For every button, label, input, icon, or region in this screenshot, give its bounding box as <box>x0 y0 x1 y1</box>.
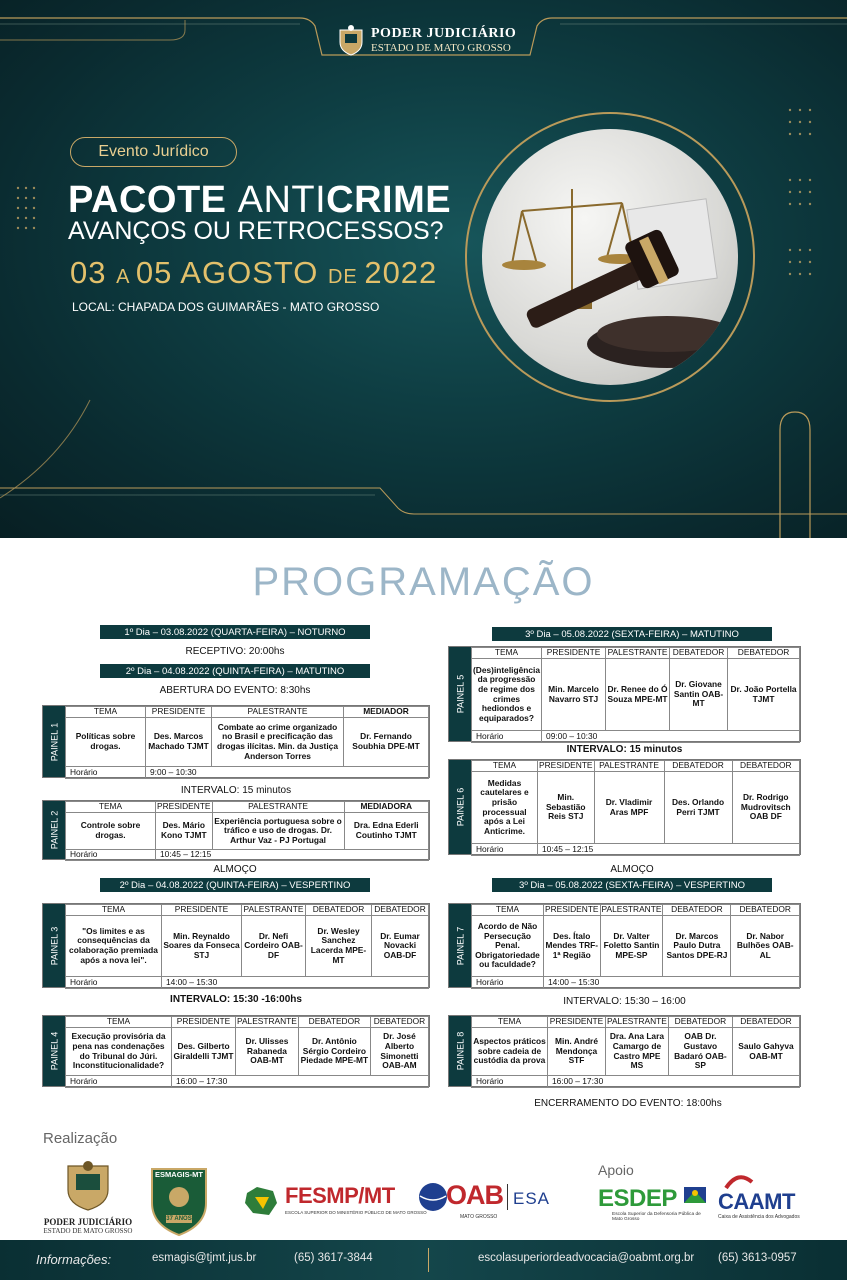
esmagis-logo[interactable] <box>146 1163 212 1237</box>
oab-text: OAB <box>446 1180 503 1210</box>
intervalo-2-text: INTERVALO: 15:30 -16:00hs <box>170 994 302 1005</box>
th-tema: TEMA <box>472 648 542 659</box>
cell-presidente: Min. Sebastião Reis STJ <box>538 772 595 844</box>
coat-of-arms-icon <box>336 24 366 56</box>
th-presidente: PRESIDENTE <box>157 801 211 812</box>
th-presidente: PRESIDENTE <box>146 707 212 718</box>
receptivo-text: RECEPTIVO: 20:00hs <box>185 646 285 657</box>
almoco-right: ALMOÇO <box>610 864 654 875</box>
cell-tema: Execução provisória da pena nas condenações do Tribunal do Júri. Inconstitucionalidade? <box>66 1028 172 1076</box>
cell-palestrante: Dr. Nefi Cordeiro OAB-DF <box>242 916 306 977</box>
cell-presidente: Min. André Mendonça STF <box>548 1028 606 1076</box>
fesmp-subtitle: ESCOLA SUPERIOR DO MINISTÉRIO PÚBLICO DE MATO GROSSO <box>285 1210 427 1215</box>
esmagis-years: 37 ANOS <box>166 1216 192 1222</box>
cell-debatedor: Dr. Nabor Bulhões OAB-AL <box>731 916 800 977</box>
th-tema: TEMA <box>472 1017 548 1028</box>
th-presidente: PRESIDENTE <box>172 1017 236 1028</box>
event-dates <box>70 255 437 291</box>
panel-8-table <box>471 1016 800 1088</box>
day2v-bar: 2º Dia – 04.08.2022 (QUINTA-FEIRA) – VESPERTINO <box>100 878 370 892</box>
panel-3-label: PAINEL 3 <box>43 904 65 987</box>
esdep-text: ESDEP <box>598 1185 677 1212</box>
realizacao-label: Realização <box>43 1130 118 1147</box>
horario-label: Horário <box>472 844 538 856</box>
panel-5-label: PAINEL 5 <box>449 647 471 741</box>
horario-label: Horário <box>66 767 146 779</box>
oab-esa-divider <box>507 1184 508 1210</box>
gavel-scales-photo <box>482 129 738 385</box>
fesmp-logo[interactable] <box>243 1183 427 1223</box>
footer-label: Informações: <box>36 1252 112 1267</box>
title-part-2: ANTI <box>237 179 327 221</box>
date-start: 03 <box>70 255 117 290</box>
cell-palestrante: Dr. Vladimir Aras MPF <box>594 772 664 844</box>
th-palestrante: PALESTRANTE <box>594 761 664 772</box>
cell-debatedor: Des. Orlando Perri TJMT <box>664 772 732 844</box>
coat-of-arms-icon <box>42 1160 134 1212</box>
th-presidente: PRESIDENTE <box>542 648 606 659</box>
cell-mediadora: Dra. Edna Ederli Coutinho TJMT <box>344 813 428 850</box>
date-year: 2022 <box>364 255 438 290</box>
th-debatedor: DEBATEDOR <box>370 1017 428 1028</box>
panel-4-table <box>65 1016 429 1088</box>
mt-map-icon <box>243 1185 279 1217</box>
brand-title: PODER JUDICIÁRIO <box>371 26 517 41</box>
intervalo-1-text: INTERVALO: 15 minutos <box>180 785 292 796</box>
th-palestrante: PALESTRANTE <box>242 905 306 916</box>
apoio-label: Apoio <box>598 1162 634 1178</box>
event-subtitle: AVANÇOS OU RETROCESSOS? <box>68 217 444 245</box>
caamt-subtitle: Caixa de Assistência dos Advogados <box>718 1214 800 1220</box>
horario-label: Horário <box>66 977 162 989</box>
cell-palestrante: Dr. Renee do Ó Souza MPE-MT <box>606 659 670 731</box>
cell-palestrante: Dr. Valter Foletto Santin MPE-SP <box>600 916 663 977</box>
th-palestrante: PALESTRANTE <box>212 707 344 718</box>
panel-6 <box>448 759 801 855</box>
brand-subtitle: ESTADO DE MATO GROSSO <box>371 42 511 54</box>
cell-palestrante: Combate ao crime organizado no Brasil e precificação das drogas ilícitas. Min. da Justiça Anderson Torres <box>212 718 344 767</box>
th-palestrante: PALESTRANTE <box>212 802 344 813</box>
cell-presidente: Min. Reynaldo Soares da Fonseca STJ <box>162 916 242 977</box>
cell-presidente: Des. Marcos Machado TJMT <box>146 718 212 767</box>
th-tema: TEMA <box>66 905 162 916</box>
esmagis-text: ESMAGIS-MT <box>155 1170 203 1179</box>
cell-presidente: Des. Ítalo Mendes TRF-1ª Região <box>544 916 601 977</box>
poder-judiciario-logo[interactable] <box>42 1160 134 1238</box>
cell-debatedor: Dr. Wesley Sanchez Lacerda MPE-MT <box>306 916 372 977</box>
th-debatedor: DEBATEDOR <box>732 1017 799 1028</box>
panel-2 <box>42 800 430 860</box>
panel-6-label: PAINEL 6 <box>449 760 471 854</box>
th-debatedor: DEBATEDOR <box>732 761 799 772</box>
panel-1-label: PAINEL 1 <box>43 706 65 777</box>
panel-1-table <box>65 706 429 779</box>
th-palestrante: PALESTRANTE <box>601 904 662 915</box>
swoosh-icon <box>724 1172 754 1190</box>
esa-text: ESA <box>513 1189 551 1208</box>
flag-icon <box>684 1187 706 1205</box>
horario-value: 16:00 – 17:30 <box>172 1076 429 1088</box>
horario-value: 09:00 – 10:30 <box>542 731 800 743</box>
intervalo-3-text: INTERVALO: 15 minutos <box>566 744 683 755</box>
hero-banner <box>0 0 847 538</box>
th-mediadora: MEDIADORA <box>344 802 428 813</box>
oab-esa-logo[interactable] <box>418 1180 551 1224</box>
title-part-3: CRIME <box>326 179 452 221</box>
intervalo-1 <box>42 785 430 796</box>
th-mediador: MEDIADOR <box>344 707 429 718</box>
panel-5-table <box>471 647 800 743</box>
cell-debatedor: Dr. Antônio Sérgio Cordeiro Piedade MPE-MT <box>298 1028 370 1076</box>
cell-debatedor: Dr. Marcos Paulo Dutra Santos DPE-RJ <box>663 916 731 977</box>
pj-logo-line2: ESTADO DE MATO GROSSO <box>43 1227 133 1235</box>
horario-label: Horário <box>66 1076 172 1088</box>
day1-bar: 1º Dia – 03.08.2022 (QUARTA-FEIRA) – NOTURNO <box>100 625 370 639</box>
cell-presidente: Des. Gilberto Giraldelli TJMT <box>172 1028 236 1076</box>
cell-tema: Controle sobre drogas. <box>66 813 156 850</box>
th-palestrante: PALESTRANTE <box>237 1016 297 1027</box>
intervalo-2 <box>42 994 430 1005</box>
cell-tema: Medidas cautelares e prisão processual após a Lei Anticrime. <box>472 772 538 844</box>
encerramento-text: ENCERRAMENTO DO EVENTO: 18:00hs <box>534 1098 722 1109</box>
th-tema: TEMA <box>66 1017 172 1028</box>
horario-label: Horário <box>472 977 544 989</box>
horario-label: Horário <box>472 1076 548 1088</box>
cell-debatedor: OAB Dr. Gustavo Badaró OAB-SP <box>668 1028 732 1076</box>
footer-phone-1[interactable]: (65) 3617-3844 <box>294 1252 373 1264</box>
cell-tema: "Os limites e as consequências da colaboração premiada após a nova lei". <box>66 916 162 977</box>
day2-bar: 2º Dia – 04.08.2022 (QUINTA-FEIRA) – MATUTINO <box>100 664 370 678</box>
th-presidente: PRESIDENTE <box>162 905 242 916</box>
th-presidente: PRESIDENTE <box>545 904 599 915</box>
th-debatedor: DEBATEDOR <box>663 905 731 916</box>
event-title <box>68 179 451 222</box>
cell-debatedor: Saulo Gahyva OAB-MT <box>732 1028 799 1076</box>
horario-value: 14:00 – 15:30 <box>544 977 800 989</box>
footer-divider <box>428 1248 429 1272</box>
cell-debatedor: Dr. José Alberto Simonetti OAB-AM <box>370 1028 428 1076</box>
panel-5 <box>448 646 801 742</box>
th-presidente: PRESIDENTE <box>539 760 593 771</box>
cell-tema: (Des)inteligência da progressão de regime dos crimes hediondos e equiparados? <box>472 659 542 731</box>
abertura-text: ABERTURA DO EVENTO: 8:30hs <box>159 685 311 696</box>
th-presidente: PRESIDENTE <box>548 1017 606 1028</box>
date-end: 05 AGOSTO <box>135 255 328 290</box>
horario-value: 16:00 – 17:30 <box>548 1076 800 1088</box>
th-tema: TEMA <box>66 802 156 813</box>
panel-3 <box>42 903 430 988</box>
cell-debatedor: Dr. Giovane Santin OAB-MT <box>670 659 728 731</box>
fesmp-text: FESMP/MT <box>285 1183 395 1208</box>
th-tema: TEMA <box>472 761 538 772</box>
horario-label: Horário <box>472 731 542 743</box>
cell-debatedor: Dr. João Portella TJMT <box>728 659 800 731</box>
horario-value: 10:45 – 12:15 <box>538 844 800 856</box>
th-tema: TEMA <box>472 905 544 916</box>
th-palestrante: PALESTRANTE <box>607 1016 667 1027</box>
th-palestrante: PALESTRANTE <box>606 648 670 659</box>
footer-email-2[interactable]: escolasuperiordeadvocacia@oabmt.org.br <box>478 1252 695 1264</box>
date-connector: A <box>116 266 136 288</box>
th-debatedor: DEBATEDOR <box>298 1017 370 1028</box>
esdep-logo[interactable] <box>598 1185 710 1225</box>
day3v-bar: 3º Dia – 05.08.2022 (SEXTA-FEIRA) – VESPERTINO <box>492 878 772 892</box>
cell-presidente: Des. Mário Kono TJMT <box>156 813 213 850</box>
intervalo-3 <box>448 744 801 755</box>
th-debatedor: DEBATEDOR <box>306 905 372 916</box>
cell-debatedor: Dr. Eumar Novacki OAB-DF <box>372 916 429 977</box>
caamt-logo[interactable] <box>718 1172 810 1224</box>
cell-tema: Políticas sobre drogas. <box>66 718 146 767</box>
intervalo-4: INTERVALO: 15:30 – 16:00 <box>563 996 686 1007</box>
caamt-text: CAAMT <box>718 1189 795 1214</box>
footer-bar <box>0 1240 847 1280</box>
panel-2-label: PAINEL 2 <box>43 801 65 859</box>
th-debatedor: DEBATEDOR <box>372 905 429 916</box>
panel-4-label: PAINEL 4 <box>43 1016 65 1086</box>
globe-icon <box>418 1182 448 1212</box>
cell-palestrante: Dra. Ana Lara Camargo de Castro MPE MS <box>606 1028 669 1076</box>
th-debatedor: DEBATEDOR <box>670 648 728 659</box>
esdep-subtitle: Escola Superior da Defensoria Pública de Mato Grosso <box>612 1212 701 1223</box>
th-debatedor: DEBATEDOR <box>728 648 800 659</box>
panel-7-table <box>471 904 800 989</box>
horario-value: 14:00 – 15:30 <box>162 977 429 989</box>
footer-email-1[interactable]: esmagis@tjmt.jus.br <box>152 1252 257 1264</box>
panel-8-label: PAINEL 8 <box>449 1016 471 1086</box>
panel-8 <box>448 1015 801 1087</box>
th-tema: TEMA <box>66 707 146 718</box>
horario-label: Horário <box>66 850 156 861</box>
horario-value: 10:45 – 12:15 <box>156 850 429 861</box>
cell-tema: Acordo de Não Persecução Penal. Obrigatoriedade ou faculdade? <box>472 916 544 977</box>
cell-debatedor: Dr. Rodrigo Mudrovitsch OAB DF <box>732 772 799 844</box>
th-debatedor: DEBATEDOR <box>664 761 732 772</box>
event-location: LOCAL: CHAPADA DOS GUIMARÃES - MATO GROSSO <box>72 300 380 314</box>
section-title: PROGRAMAÇÃO <box>252 560 595 604</box>
date-connector-de: DE <box>327 266 365 288</box>
horario-value: 9:00 – 10:30 <box>146 767 429 779</box>
event-badge: Evento Jurídico <box>70 137 237 167</box>
title-part-1: PACOTE <box>68 179 238 221</box>
day3-bar: 3º Dia – 05.08.2022 (SEXTA-FEIRA) – MATUTINO <box>492 627 772 641</box>
th-debatedor: DEBATEDOR <box>668 1017 732 1028</box>
cell-palestrante: Dr. Ulisses Rabaneda OAB-MT <box>236 1028 299 1076</box>
oab-subtitle: MATO GROSSO <box>460 1214 498 1220</box>
panel-2-table <box>65 801 429 861</box>
cell-mediador: Dr. Fernando Soubhia DPE-MT <box>344 718 429 767</box>
panel-6-table <box>471 760 800 856</box>
th-debatedor: DEBATEDOR <box>731 905 800 916</box>
panel-7 <box>448 903 801 988</box>
pj-logo-line1: PODER JUDICIÁRIO <box>43 1217 133 1227</box>
almoco-left: ALMOÇO <box>213 864 257 875</box>
panel-4 <box>42 1015 430 1087</box>
footer-phone-2[interactable]: (65) 3613-0957 <box>718 1252 797 1264</box>
cell-presidente: Min. Marcelo Navarro STJ <box>542 659 606 731</box>
cell-tema: Aspectos práticos sobre cadeia de custódia da prova <box>472 1028 548 1076</box>
panel-7-label: PAINEL 7 <box>449 904 471 987</box>
cell-palestrante: Experiência portuguesa sobre o tráfico e uso de drogas. Dr. Arthur Vaz - PJ Portugal <box>212 813 344 850</box>
panel-1 <box>42 705 430 778</box>
panel-3-table <box>65 904 429 989</box>
